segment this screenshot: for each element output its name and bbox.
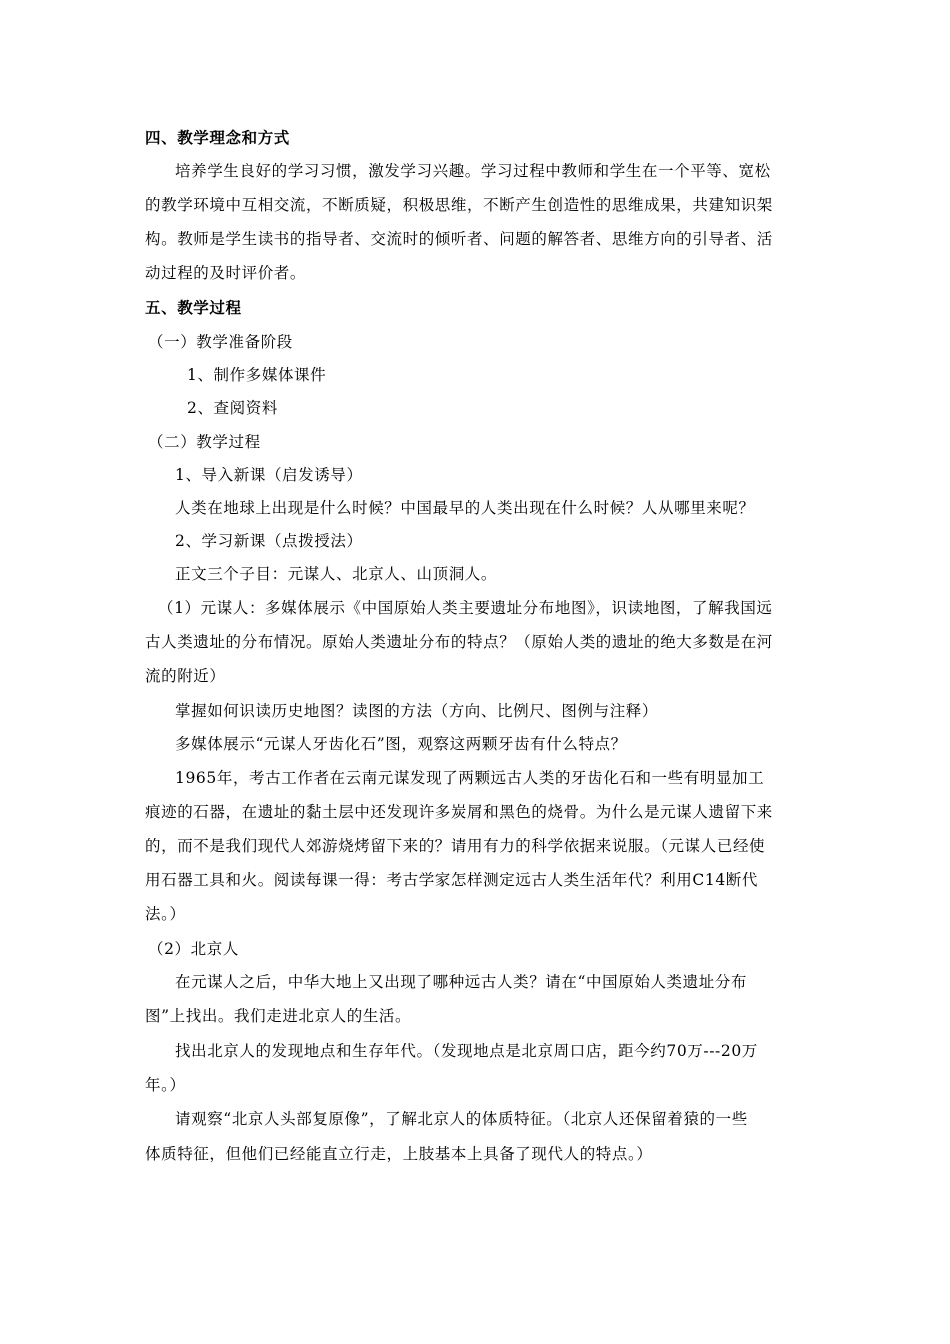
paragraph-line: 掌握如何识读历史地图？读图的方法（方向、比例尺、图例与注释） <box>175 702 659 720</box>
paragraph-line: 用石器工具和火。阅读每课一得：考古学家怎样测定远古人类生活年代？利用C14断代 <box>145 871 758 889</box>
paragraph-line: 图”上找出。我们走进北京人的生活。 <box>145 1007 412 1025</box>
step-title: 2、学习新课（点拨授法） <box>175 532 363 550</box>
section-heading-teaching-philosophy: 四、教学理念和方式 <box>145 129 290 147</box>
list-item: 2、查阅资料 <box>187 399 278 417</box>
paragraph-line: 正文三个子目：元谋人、北京人、山顶洞人。 <box>175 565 498 583</box>
paragraph-line: 人类在地球上出现是什么时候？中国最早的人类出现在什么时候？人从哪里来呢？ <box>175 499 755 517</box>
paragraph-line: 培养学生良好的学习习惯，激发学习兴趣。学习过程中教师和学生在一个平等、宽松 <box>175 162 771 180</box>
paragraph-line: 法。） <box>145 905 186 923</box>
paragraph-line: 请观察“北京人头部复原像”，了解北京人的体质特征。（北京人还保留着猿的一些 <box>175 1110 748 1128</box>
list-item: 1、制作多媒体课件 <box>187 366 327 384</box>
paragraph-line: （1）元谋人：多媒体展示《中国原始人类主要遗址分布地图》，识读地图，了解我国远 <box>158 599 773 617</box>
section-heading-teaching-process: 五、教学过程 <box>145 299 242 317</box>
paragraph-line: 流的附近） <box>145 667 226 685</box>
paragraph-line: 体质特征，但他们已经能直立行走，上肢基本上具备了现代人的特点。） <box>145 1145 653 1163</box>
paragraph-line: 的教学环境中互相交流，不断质疑，积极思维，不断产生创造性的思维成果，共建知识架 <box>145 196 773 214</box>
paragraph-line: 的，而不是我们现代人郊游烧烤留下来的？请用有力的科学依据来说服。（元谋人已经使 <box>145 837 766 855</box>
paragraph-line: 构。教师是学生读书的指导者、交流时的倾听者、问题的解答者、思维方向的引导者、活 <box>145 230 773 248</box>
subsection-title-process: （二）教学过程 <box>148 433 261 451</box>
subsection-title-preparation: （一）教学准备阶段 <box>148 333 293 351</box>
paragraph-line: 找出北京人的发现地点和生存年代。（发现地点是北京周口店，距今约70万---20万 <box>175 1042 758 1060</box>
paragraph-line: 痕迹的石器，在遗址的黏土层中还发现许多炭屑和黑色的烧骨。为什么是元谋人遗留下来 <box>145 803 773 821</box>
subsection-title-peking-man: （2）北京人 <box>148 940 239 958</box>
paragraph-line: 动过程的及时评价者。 <box>145 264 307 282</box>
step-title: 1、导入新课（启发诱导） <box>175 466 363 484</box>
paragraph-line: 古人类遗址的分布情况。原始人类遗址分布的特点？（原始人类的遗址的绝大多数是在河 <box>145 633 773 651</box>
paragraph-line: 1965年，考古工作者在云南元谋发现了两颗远古人类的牙齿化石和一些有明显加工 <box>175 769 765 787</box>
paragraph-line: 年。） <box>145 1076 186 1094</box>
paragraph-line: 在元谋人之后，中华大地上又出现了哪种远古人类？请在“中国原始人类遗址分布 <box>175 973 748 991</box>
paragraph-line: 多媒体展示“元谋人牙齿化石”图，观察这两颗牙齿有什么特点？ <box>175 735 627 753</box>
